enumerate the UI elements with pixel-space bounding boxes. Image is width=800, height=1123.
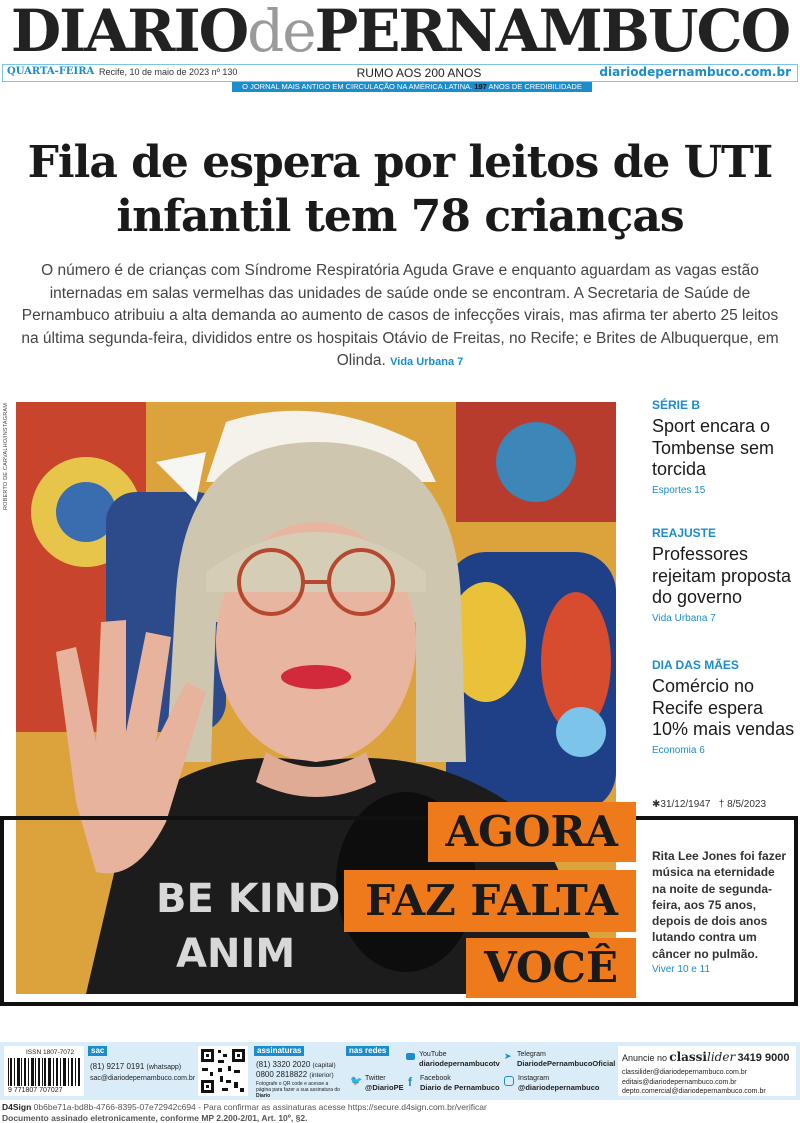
signature-id: 0b6be71a-bd8b-4766-8395-07e72942c694 (33, 1102, 196, 1112)
sac-box: sac (81) 9217 0191 (whatsapp) sac@diariodepernambuco.com.br (90, 1046, 196, 1082)
weekday: QUARTA-FEIRA (7, 66, 95, 77)
facebook-icon: f (408, 1075, 412, 1089)
photo-credit: ROBERTO DE CARVALHO/INSTAGRAM (3, 402, 9, 510)
story-ref: Esportes 15 (652, 484, 706, 496)
sac-label: sac (88, 1046, 107, 1056)
tribute-headline-3[interactable]: VOCÊ (466, 938, 636, 998)
story-kicker: REAJUSTE (652, 526, 717, 540)
classi-phone[interactable]: 3419 9000 (737, 1052, 790, 1064)
issn: ISSN 1807-7072 (26, 1049, 75, 1056)
classi-brand[interactable]: classilider (669, 1050, 736, 1064)
place-date: Recife, 10 de maio de 2023 nº 130 (99, 67, 238, 77)
story-headline: Sport encara o Tombense sem torcida (652, 416, 775, 479)
subscriptions-label: assinaturas (254, 1046, 304, 1056)
story-headline: Professores rejeitam proposta do governo (652, 544, 792, 607)
ads-emails (622, 1068, 766, 1097)
classi-email[interactable]: classilider@diariodepernambuco.com.br (622, 1069, 747, 1076)
life-dates: ✱31/12/1947 † 8/5/2023 (652, 799, 767, 810)
tagline: O JORNAL MAIS ANTIGO EM CIRCULAÇÃO NA AMÉRICA LATINA. 197 ANOS DE CREDIBILIDADE (232, 82, 592, 92)
sidebar-story-1[interactable] (652, 398, 797, 496)
lead-ref[interactable]: Vida Urbana 7 (390, 356, 464, 368)
subscriptions-box: assinaturas (81) 3320 2020 (capital) 0800 2818822 (interior) Fotografe o QR code e acesse a página para fazer a sua assinatura do Diario (254, 1046, 342, 1096)
subs-phone-2[interactable]: 0800 2818822 (256, 1070, 308, 1079)
shirt-text-2: ANIM (176, 931, 296, 977)
masthead-right: PERNAMBUCO (314, 0, 790, 65)
motto: RUMO AOS 200 ANOS (356, 66, 482, 80)
instagram-icon (504, 1076, 514, 1086)
ads-box (618, 1046, 796, 1096)
lead-headline[interactable]: Fila de espera por leitos de UTI infantil tem 78 crianças (27, 137, 773, 242)
telegram-icon: ➤ (504, 1051, 512, 1061)
editais-email[interactable]: editais@diariodepernambuco.com.br (622, 1078, 737, 1086)
barcode-digits: 9 771807 707027 (8, 1087, 63, 1094)
sac-email[interactable]: sac@diariodepernambuco.com.br (90, 1075, 196, 1082)
social-label: nas redes (346, 1046, 389, 1056)
comercial-email[interactable]: depto.comercial@diariodepernambuco.com.br (622, 1088, 766, 1095)
story-kicker: SÉRIE B (652, 398, 701, 412)
signature-line: D4Sign 0b6be71a-bd8b-4766-8395-07e72942c694 - Para confirmar as assinaturas acesse https://secure.d4sign.com.br/verificar (2, 1102, 487, 1112)
masthead-mid: de (247, 0, 315, 65)
dateline-strip (2, 64, 798, 82)
tribute-headline-2[interactable]: FAZ FALTA (344, 870, 636, 932)
tribute-frame-left (0, 816, 16, 1006)
site-link[interactable]: diariodepernambuco.com.br (599, 65, 791, 79)
story-kicker: DIA DAS MÃES (652, 658, 739, 672)
masthead-logo[interactable] (0, 0, 800, 65)
masthead-left: DIARIO (10, 0, 248, 65)
youtube-icon (406, 1053, 415, 1060)
subs-phone-1[interactable]: (81) 3320 2020 (256, 1060, 311, 1069)
anuncie-label: Anuncie no (622, 1053, 668, 1063)
story-headline: Comércio no Recife espera 10% mais vendas (652, 676, 795, 739)
shirt-text: BE KIND (156, 876, 341, 922)
sidebar-story-2[interactable] (652, 526, 797, 624)
document-legal-note: Documento assinado eletronicamente, conforme MP 2.200-2/01, Art. 10º, §2. (2, 1113, 308, 1123)
sidebar-story-3[interactable] (652, 658, 797, 756)
footer-bar (0, 1042, 800, 1100)
barcode-icon (8, 1058, 80, 1086)
story-ref: Vida Urbana 7 (652, 612, 716, 624)
subs-note: Fotografe o QR code e acesse a página para fazer a sua assinatura do Diario (256, 1081, 340, 1099)
edition-number: nº 130 (211, 67, 238, 77)
sac-phone[interactable]: (81) 9217 0191 (90, 1062, 145, 1071)
twitter-icon: 🐦 (350, 1076, 363, 1087)
social-box: nas redes YouTube diariodepernambucotv ➤ Telegram DiariodePernambucoOficial 🐦 Twitter @DiarioPE f Facebook Diario de Pernambuco Instagram @diariodepernambuco (346, 1046, 614, 1096)
story-ref: Economia 6 (652, 744, 705, 756)
lead-body: O número é de crianças com Síndrome Respiratória Aguda Grave e enquanto aguardam as vagas estão internadas em salas vermelhas das unidades de saúde onde se encontram. A Secretaria de Saúde de Pernambuco atribuiu a alta demanda ao aumento de casos de infecções virais, mas afirma ter aberto 25 leitos na última segunda-feira, divididos entre os hospitais Otávio de Freitas, no Recife; e Brites de Albuquerque, em Olinda. Vida Urbana 7 (21, 262, 779, 369)
barcode-box (4, 1046, 84, 1096)
tribute-body: Rita Lee Jones foi fazer música na eternidade na noite de segunda-feira, aos 75 anos, depois de dois anos lutando contra um câncer no pulmão. Viver 10 e 11 (652, 848, 792, 978)
tribute-ref[interactable]: Viver 10 e 11 (652, 964, 711, 976)
qr-code-icon[interactable] (198, 1046, 248, 1096)
tribute-headline-1[interactable]: AGORA (428, 802, 636, 862)
